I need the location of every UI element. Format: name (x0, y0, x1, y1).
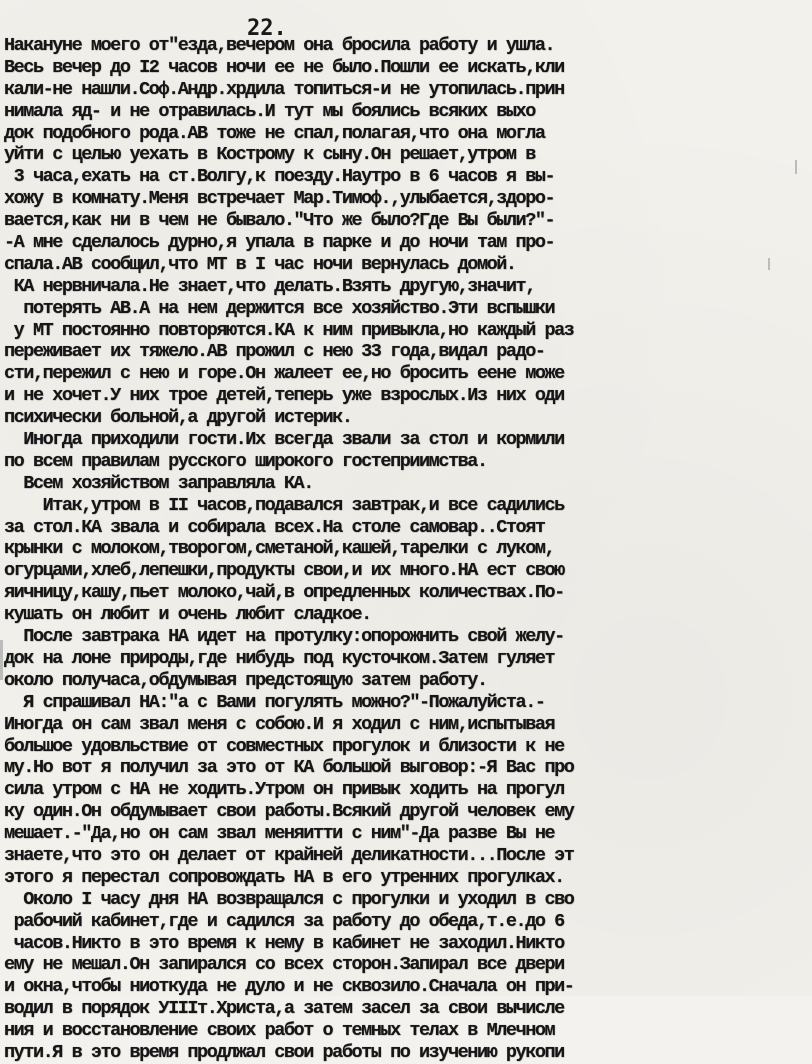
text-line: Иногда он сам звал меня с собою.И я ходил с ним,испытывая (4, 713, 555, 735)
page-number: 22. (247, 16, 287, 41)
text-line: -А мне сделалось дурно,я упала в парке и до ночи там про- (4, 232, 555, 254)
text-line: яичницу,кашу,пьет молоко,чай,в опредленных количествах.По- (4, 582, 564, 604)
text-line: у МТ постоянно повторяются.КА к ним привыкла,но каждый раз (4, 319, 574, 341)
text-line: этого я перестал сопровождать НА в его утренних прогулках. (4, 866, 564, 888)
text-line: сти,пережил с нею и горе.Он жалеет ее,но бросить еене може (4, 363, 564, 385)
text-line: большое удовльствие от совместных прогулок и близости к не (4, 735, 564, 757)
text-line: и не хочет.У них трое детей,теперь уже взрослых.Из них оди (4, 385, 564, 407)
text-line: знаете,что это он делает от крайней деликатности...После эт (4, 844, 574, 866)
text-line: вается,как ни в чем не бывало."Что же было?Где Вы были?"- (4, 210, 555, 232)
text-line: сила утром с НА не ходить.Утром он привык ходить на прогул (4, 779, 564, 801)
text-line: кушать он любит и очень любит сладкое. (4, 604, 371, 626)
text-line: Итак,утром в II часов,подавался завтрак,и все садились (4, 494, 564, 516)
text-line: уйти с целью уехать в Кострому к сыну.Он решает,утром в (4, 144, 535, 166)
text-line: нимала яд- и не отравилась.И тут мы боялись всяких выхо (4, 100, 535, 122)
text-line: рабочий кабинет,где и садился за работу до обеда,т.е.до 6 (4, 910, 564, 932)
text-line: по всем правилам русского широкого гостеприимства. (4, 450, 487, 472)
text-line: Я спрашивал НА:"а с Вами погулять можно?"-Пожалуйста.- (4, 691, 545, 713)
text-line: После завтрака НА идет на протулку:опорожнить свой желу- (4, 626, 564, 648)
text-line: ния и восстановление своих работ о темных телах в Млечном (4, 1020, 555, 1042)
text-line: потерять АВ.А на нем держится все хозяйство.Эти вспышки (4, 297, 555, 319)
text-line: огурцами,хлеб,лепешки,продукты свои,и их много.НА ест свою (4, 560, 564, 582)
text-line: кали-не нашли.Соф.Андр.хрдила топиться-и не утопилась.прин (4, 78, 564, 100)
text-line: Иногда приходили гости.Их всегда звали за стол и кормили (4, 429, 564, 451)
text-line: хожу в комнату.Меня встречает Мар.Тимоф.,улыбается,здоро- (4, 188, 555, 210)
text-line: спала.АВ сообщил,что МТ в I час ночи вернулась домой. (4, 253, 516, 275)
text-line: Весь вечер до I2 часов ночи ее не было.Пошли ее искать,кли (4, 56, 564, 78)
text-line: док на лоне природы,где нибудь под кусточком.Затем гуляет (4, 647, 555, 669)
text-line: Около I часу дня НА возвращался с прогулки и уходил в сво (4, 888, 574, 910)
text-line: 3 часа,ехать на ст.Волгу,к поезду.Наутро в 6 часов я вы- (4, 166, 555, 188)
text-line: пути.Я в это время продлжал свои работы по изучению рукопи (4, 1041, 564, 1063)
text-line: психически больной,а другой истерик. (4, 407, 352, 429)
typewritten-text-body (4, 35, 812, 1064)
text-line: му.Но вот я получил за это от КА большой выговор:-Я Вас про (4, 757, 574, 779)
text-line: КА нервничала.Не знает,что делать.Взять другую,значит, (4, 275, 535, 297)
text-line: Всем хозяйством заправляла КА. (4, 472, 313, 494)
text-line: около получаса,обдумывая предстоящую затем работу. (4, 669, 487, 691)
text-line: ку один.Он обдумывает свои работы.Всякий другой человек ему (4, 801, 574, 823)
text-line: Накануне моего от"езда,вечером она бросила работу и ушла. (4, 35, 555, 56)
page-edge-mark (795, 160, 797, 174)
text-line: водил в порядок УIIIт.Христа,а затем засел за свои вычисле (4, 998, 564, 1020)
page-edge-mark (768, 258, 770, 270)
text-line: док подобного рода.АВ тоже не спал,полагая,что она могла (4, 122, 545, 144)
text-line: переживает их тяжело.АВ прожил с нею 33 года,видал радо- (4, 341, 545, 363)
text-line: и окна,чтобы ниоткуда не дуло и не сквозило.Сначала он при- (4, 976, 574, 998)
page-edge-mark (0, 640, 3, 680)
text-line: мешает.-"Да,но он сам звал меняитти с ним"-Да разве Вы не (4, 823, 555, 845)
text-line: за стол.КА звала и собирала всех.На столе самовар..Стоят (4, 516, 545, 538)
text-line: ему не мешал.Он запирался со всех сторон.Запирал все двери (4, 954, 564, 976)
text-line: часов.Никто в это время к нему в кабинет не заходил.Никто (4, 932, 564, 954)
text-line: крынки с молоком,творогом,сметаной,кашей,тарелки с луком, (4, 538, 555, 560)
